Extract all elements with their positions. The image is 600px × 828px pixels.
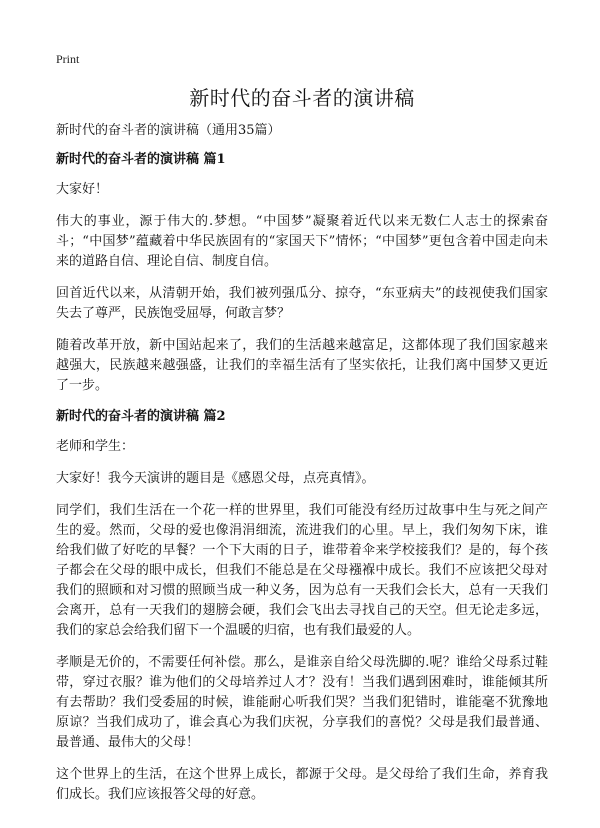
section-1	[56, 151, 548, 396]
paragraph: 伟大的事业，源于伟大的.梦想。“中国梦”凝聚着近代以来无数仁人志士的探索奋斗；“中国梦”蕴藏着中华民族固有的“家国天下”情怀；“中国梦”更包含着中国走向未来的道路自信、理论自信、制度自信。	[56, 214, 548, 269]
paragraph: 这个世界上的生活，在这个世界上成长，都源于父母。是父母给了我们生命，养育我们成长。我们应该报答父母的好意。	[56, 767, 548, 802]
paragraph-greeting: 大家好！	[56, 182, 109, 197]
paragraph-greeting: 老师和学生：	[56, 439, 135, 454]
print-button[interactable]: Print	[56, 52, 80, 66]
paragraph: 孝顺是无价的，不需要任何补偿。那么，是谁亲自给父母洗脚的.呢？谁给父母系过鞋带，穿过衣服？谁为他们的父母培养过人才？没有！当我们遇到困难时，谁能倾其所有去帮助？我们受委屈的时候，谁能耐心听我们哭？当我们犯错时，谁能毫不犹豫地原谅？当我们成功了，谁会真心为我们庆祝，分享我们的喜悦？父母是我们最普通、最普通、最伟大的父母！	[56, 655, 548, 750]
paragraph: 随着改革开放，新中国站起来了，我们的生活越来越富足，这都体现了我们国家越来越强大，民族越来越强盛，让我们的幸福生活有了坚实依托，让我们离中国梦又更近了一步。	[56, 338, 548, 393]
section-2	[56, 408, 548, 805]
document-title: 新时代的奋斗者的演讲稿	[189, 86, 415, 110]
paragraph: 回首近代以来，从清朝开始，我们被列强瓜分、掠夺，“东亚病夫”的歧视使我们国家失去了尊严，民族饱受屈辱，何敢言梦？	[56, 286, 548, 321]
section-heading: 新时代的奋斗者的演讲稿 篇2	[56, 409, 226, 424]
paragraph: 大家好！我今天演讲的题目是《感恩父母，点亮真情》。	[56, 471, 375, 486]
document-subtitle: 新时代的奋斗者的演讲稿（通用35篇）	[56, 123, 281, 138]
paragraph: 同学们，我们生活在一个花一样的世界里，我们可能没有经历过故事中生与死之间产生的爱。然而，父母的爱也像涓涓细流，流进我们的心里。早上，我们匆匆下床，谁给我们做了好吃的早餐？一个下大雨的日子，谁带着伞来学校接我们？是的，每个孩子都会在父母的眼中成长，但我们不能总是在父母襁褓中成长。我们不应该把父母对我们的照顾和对习惯的照顾当成一种义务，因为总有一天我们会长大，总有一天我们会离开，总有一天我们的翅膀会硬，我们会飞出去寻找自己的天空。但无论走多远，我们的家总会给我们留下一个温暖的归宿，也有我们最爱的人。	[56, 503, 548, 638]
section-heading: 新时代的奋斗者的演讲稿 篇1	[56, 152, 226, 167]
